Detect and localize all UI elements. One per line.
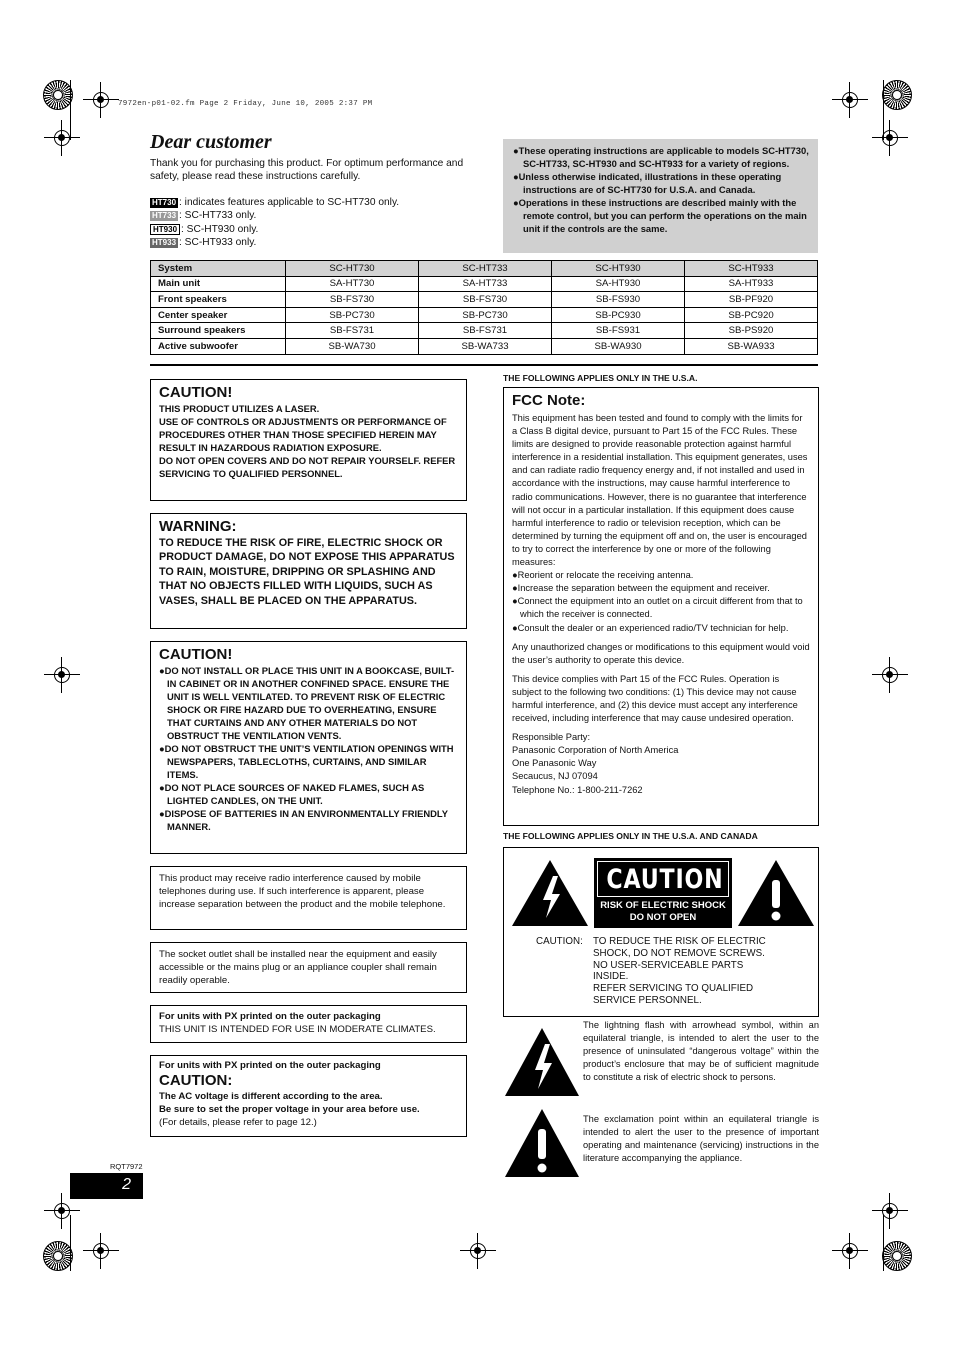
- document-code: RQT7972: [110, 1162, 143, 1171]
- table-cell: SA-HT930: [552, 276, 685, 292]
- caution-line: THIS PRODUCT UTILIZES A LASER.: [159, 403, 320, 414]
- fcc-bullet: ●Consult the dealer or an experienced radio/TV technician for help.: [512, 622, 789, 633]
- voltage-line: (For details, please refer to page 12.): [159, 1117, 317, 1128]
- caution-heading: CAUTION!: [159, 384, 233, 401]
- px-head: For units with PX printed on the outer packaging: [159, 1060, 381, 1071]
- caution-laser-box: [150, 379, 467, 501]
- table-row-label: Surround speakers: [151, 323, 286, 339]
- usa-canada-heading: THE FOLLOWING APPLIES ONLY IN THE U.S.A. AND CANADA: [503, 831, 758, 841]
- table-cell: SA-HT933: [685, 276, 818, 292]
- table-row-label: Center speaker: [151, 307, 286, 323]
- section-divider: [150, 364, 818, 366]
- table-cell: SB-WA930: [552, 338, 685, 354]
- responsible-party-line: Secaucus, NJ 07094: [512, 771, 598, 782]
- fcc-paragraph: Any unauthorized changes or modifications to this equipment would void the user’s authority to operate this device.: [512, 641, 810, 665]
- table-cell: SB-FS931: [552, 323, 685, 339]
- registration-star-mark: [43, 80, 73, 110]
- exclamation-triangle-icon: [503, 1107, 581, 1179]
- caution-item: ●DO NOT PLACE SOURCES OF NAKED FLAMES, SUCH AS LIGHTED CANDLES, ON THE UNIT.: [159, 782, 425, 806]
- table-cell: SB-PS920: [685, 323, 818, 339]
- responsible-party-line: Responsible Party:: [512, 732, 591, 743]
- table-cell: SB-PC730: [286, 307, 419, 323]
- caution-heading: CAUTION:: [159, 1072, 233, 1089]
- model-tag: HT733: [152, 210, 177, 220]
- legend-row: [150, 209, 399, 222]
- caution-ventilation-box: [150, 641, 467, 854]
- note-item: ●Unless otherwise indicated, illustrations in these operating instructions are of SC-HT730 for U.S.A. and Canada.: [513, 171, 782, 195]
- model-tag: HT933: [152, 237, 177, 247]
- caution-heading: CAUTION!: [159, 646, 233, 663]
- crosshair-mark: [83, 1233, 119, 1269]
- radio-interference-box: [150, 866, 467, 930]
- responsible-party-line: One Panasonic Way: [512, 758, 597, 769]
- caution-sub-label: RISK OF ELECTRIC SHOCK: [600, 900, 726, 911]
- table-row: [151, 292, 818, 308]
- warning-heading: WARNING:: [159, 518, 237, 535]
- crosshair-mark: [460, 1233, 496, 1269]
- legend-row: [150, 236, 399, 249]
- radio-note: This product may receive radio interference caused by mobile telephones during use. If such interference is apparent, please increase separation between the product and the mobile telephone.: [159, 873, 446, 910]
- exclamation-triangle-icon: [736, 858, 816, 928]
- note-item: ●These operating instructions are applicable to models SC-HT730, SC-HT733, SC-HT930 and SC-HT933 for a variety of regions.: [513, 145, 809, 169]
- registration-star-mark: [882, 80, 912, 110]
- intro-text: Thank you for purchasing this product. For optimum performance and safety, please read these instructions carefully.: [150, 158, 464, 182]
- crosshair-mark: [832, 82, 868, 118]
- crop-line: [70, 80, 71, 140]
- caution-line: USE OF CONTROLS OR ADJUSTMENTS OR PERFORMANCE OF PROCEDURES OTHER THAN THOSE SPECIFIED HEREIN MAY RESULT IN HAZARDOUS RADIATION EXPOSURE.: [159, 416, 447, 453]
- table-cell: SB-FS930: [552, 292, 685, 308]
- responsible-party-line: Telephone No.: 1-800-211-7262: [512, 784, 643, 795]
- caution-item: ●DO NOT OBSTRUCT THE UNIT’S VENTILATION OPENINGS WITH NEWSPAPERS, TABLECLOTHS, CURTAINS, AND SIMILAR ITEMS.: [159, 743, 454, 780]
- table-row: [151, 323, 818, 339]
- crosshair-mark: [872, 1193, 908, 1229]
- table-row-label: Active subwoofer: [151, 338, 286, 354]
- caution-label-line: SERVICE PERSONNEL.: [593, 994, 702, 1006]
- table-cell: SB-FS731: [419, 323, 552, 339]
- table-cell: SB-FS730: [286, 292, 419, 308]
- caution-label-prefix: CAUTION:: [536, 936, 583, 947]
- table-cell: SA-HT730: [286, 276, 419, 292]
- px-climate-box: [150, 1005, 467, 1043]
- model-tag-legend: [150, 196, 399, 249]
- caution-item: ●DISPOSE OF BATTERIES IN AN ENVIRONMENTALLY FRIENDLY MANNER.: [159, 808, 448, 832]
- table-cell: SB-PC920: [685, 307, 818, 323]
- px-voltage-box: [150, 1055, 467, 1137]
- usa-only-heading: THE FOLLOWING APPLIES ONLY IN THE U.S.A.: [503, 373, 698, 383]
- caution-label-line: REFER SERVICING TO QUALIFIED: [593, 983, 754, 995]
- registration-star-mark: [43, 1241, 73, 1271]
- table-cell: SC-HT930: [552, 261, 685, 277]
- socket-outlet-box: [150, 942, 467, 993]
- caution-label-line: NO USER-SERVICEABLE PARTS: [593, 959, 744, 971]
- fcc-bullet: ●Reorient or relocate the receiving antenna.: [512, 570, 694, 581]
- legend-text: : indicates features applicable to SC-HT730 only.: [179, 197, 400, 208]
- table-cell: SC-HT933: [685, 261, 818, 277]
- table-row: [151, 276, 818, 292]
- warning-text: TO REDUCE THE RISK OF FIRE, ELECTRIC SHOCK OR PRODUCT DAMAGE, DO NOT EXPOSE THIS APPARATUS TO RAIN, MOISTURE, DRIPPING OR SPLASHING AND THAT NO OBJECTS FILLED WITH LIQUIDS, SUCH AS VASES, SHALL BE PLACED ON THE APPARATUS.: [159, 537, 455, 607]
- table-cell: SB-WA730: [286, 338, 419, 354]
- note-item: ●Operations in these instructions are described mainly with the remote control, but you can perform the operations on the main unit if the controls are the same.: [513, 197, 807, 234]
- table-row-label: Main unit: [151, 276, 286, 292]
- registration-star-mark: [882, 1241, 912, 1271]
- table-header-row: [151, 261, 818, 277]
- legend-text: : SC-HT733 only.: [179, 210, 257, 222]
- table-cell: SB-WA733: [419, 338, 552, 354]
- caution-item: ●DO NOT INSTALL OR PLACE THIS UNIT IN A BOOKCASE, BUILT-IN CABINET OR IN ANOTHER CONFINED SPACE. ENSURE THE UNIT IS WELL VENTILATED. TO PREVENT RISK OF ELECTRIC SHOCK OR FIRE HAZARD DUE TO OVERHEATING, ENSURE THAT CURTAINS AND ANY OTHER MATERIALS DO NOT OBSTRUCT THE VENTILATION VENTS.: [159, 665, 455, 741]
- table-row-label: Front speakers: [151, 292, 286, 308]
- legend-text: : SC-HT933 only.: [179, 236, 257, 248]
- socket-note: The socket outlet shall be installed near the equipment and easily accessible or the mains plug or an appliance coupler shall remain readily operable.: [159, 949, 437, 986]
- table-cell: SB-FS731: [286, 323, 419, 339]
- table-row: [151, 338, 818, 354]
- legend-row: [150, 223, 399, 236]
- table-cell: SC-HT730: [286, 261, 419, 277]
- warning-box: [150, 513, 467, 629]
- table-cell: SA-HT733: [419, 276, 552, 292]
- crosshair-mark: [44, 657, 80, 693]
- fcc-paragraph: This device complies with Part 15 of the FCC Rules. Operation is subject to the following two conditions: (1) This device may not cause harmful interference, and (2) this device must accept any interference received, including interference that may cause undesired operation.: [512, 673, 798, 724]
- table-cell: SC-HT733: [419, 261, 552, 277]
- px-head: For units with PX printed on the outer packaging: [159, 1011, 381, 1022]
- table-cell: SB-FS730: [419, 292, 552, 308]
- fcc-paragraph: This equipment has been tested and found to comply with the limits for a Class B digital device, pursuant to Part 15 of the FCC Rules. These limits are designed to provide reasonable protection against harmful interference in a residential installation. This equipment generates, uses and can radiate radio frequency energy and, if not installed and used in accordance with the instructions, may cause harmful interference to radio communications. However, there is no guarantee that interference will not occur in a particular installation. If this equipment does cause harmful interference to radio or television reception, which can be determined by turning the equipment off and on, the user is encouraged to try to correct the interference by one or more of the following measures:: [512, 413, 808, 568]
- crosshair-mark: [83, 82, 119, 118]
- crosshair-mark: [44, 120, 80, 156]
- table-cell: SB-PC930: [552, 307, 685, 323]
- legend-row: [150, 196, 399, 209]
- fcc-note-box: [503, 387, 819, 826]
- page-number: 2: [70, 1173, 143, 1199]
- model-tag: HT730: [152, 197, 177, 207]
- caution-big-label: CAUTION: [606, 864, 724, 895]
- applicability-note-box: [503, 139, 818, 253]
- table-cell: SB-PC730: [419, 307, 552, 323]
- crop-line: [883, 80, 884, 140]
- exclamation-symbol-text: The exclamation point within an equilateral triangle is intended to alert the user to the presence of important operating and maintenance (servicing) instructions in the literature accompanying the appliance.: [583, 1114, 819, 1163]
- caution-label-box: [503, 847, 819, 1017]
- voltage-line: Be sure to set the proper voltage in your area before use.: [159, 1104, 420, 1115]
- fcc-bullet: ●Connect the equipment into an outlet on a circuit different from that to which the receiver is connected.: [512, 596, 803, 620]
- lightning-symbol-text: The lightning flash with arrowhead symbol, within an equilateral triangle, is intended to alert the user to the presence of uninsulated “dangerous voltage” within the product’s enclosure that may be of sufficient magnitude to constitute a risk of electric shock to persons.: [583, 1020, 819, 1082]
- caution-line: DO NOT OPEN COVERS AND DO NOT REPAIR YOURSELF. REFER SERVICING TO QUALIFIED PERSONNEL.: [159, 455, 456, 479]
- table-row-label: System: [151, 261, 286, 277]
- caution-label-text: [536, 936, 766, 1007]
- model-tag: HT930: [150, 224, 180, 235]
- lightning-triangle-icon: [503, 1026, 581, 1098]
- crosshair-mark: [832, 1233, 868, 1269]
- table-row: [151, 307, 818, 323]
- responsible-party-line: Panasonic Corporation of North America: [512, 745, 679, 756]
- file-stamp: 7972en-p01-02.fm Page 2 Friday, June 10, 2005 2:37 PM: [118, 100, 373, 108]
- caution-label-line: TO REDUCE THE RISK OF ELECTRIC: [593, 936, 766, 947]
- crop-line: [70, 1215, 71, 1271]
- fcc-heading: FCC Note:: [512, 392, 586, 409]
- legend-text: : SC-HT930 only.: [181, 223, 259, 235]
- caution-label-line: INSIDE.: [593, 971, 629, 983]
- page-title: Dear customer: [150, 131, 272, 153]
- caution-sub-label: DO NOT OPEN: [629, 912, 697, 923]
- table-cell: SB-WA933: [685, 338, 818, 354]
- lightning-triangle-icon: [510, 858, 590, 928]
- table-cell: SB-PF920: [685, 292, 818, 308]
- px-text: THIS UNIT IS INTENDED FOR USE IN MODERATE CLIMATES.: [159, 1024, 436, 1035]
- crosshair-mark: [872, 657, 908, 693]
- fcc-bullet: ●Increase the separation between the equipment and receiver.: [512, 583, 770, 594]
- caution-label-line: SHOCK, DO NOT REMOVE SCREWS.: [593, 947, 765, 959]
- crop-line: [883, 1215, 884, 1271]
- voltage-line: The AC voltage is different according to the area.: [159, 1091, 383, 1102]
- crosshair-mark: [872, 120, 908, 156]
- caution-label-panel: [594, 858, 732, 928]
- model-table: [150, 260, 818, 355]
